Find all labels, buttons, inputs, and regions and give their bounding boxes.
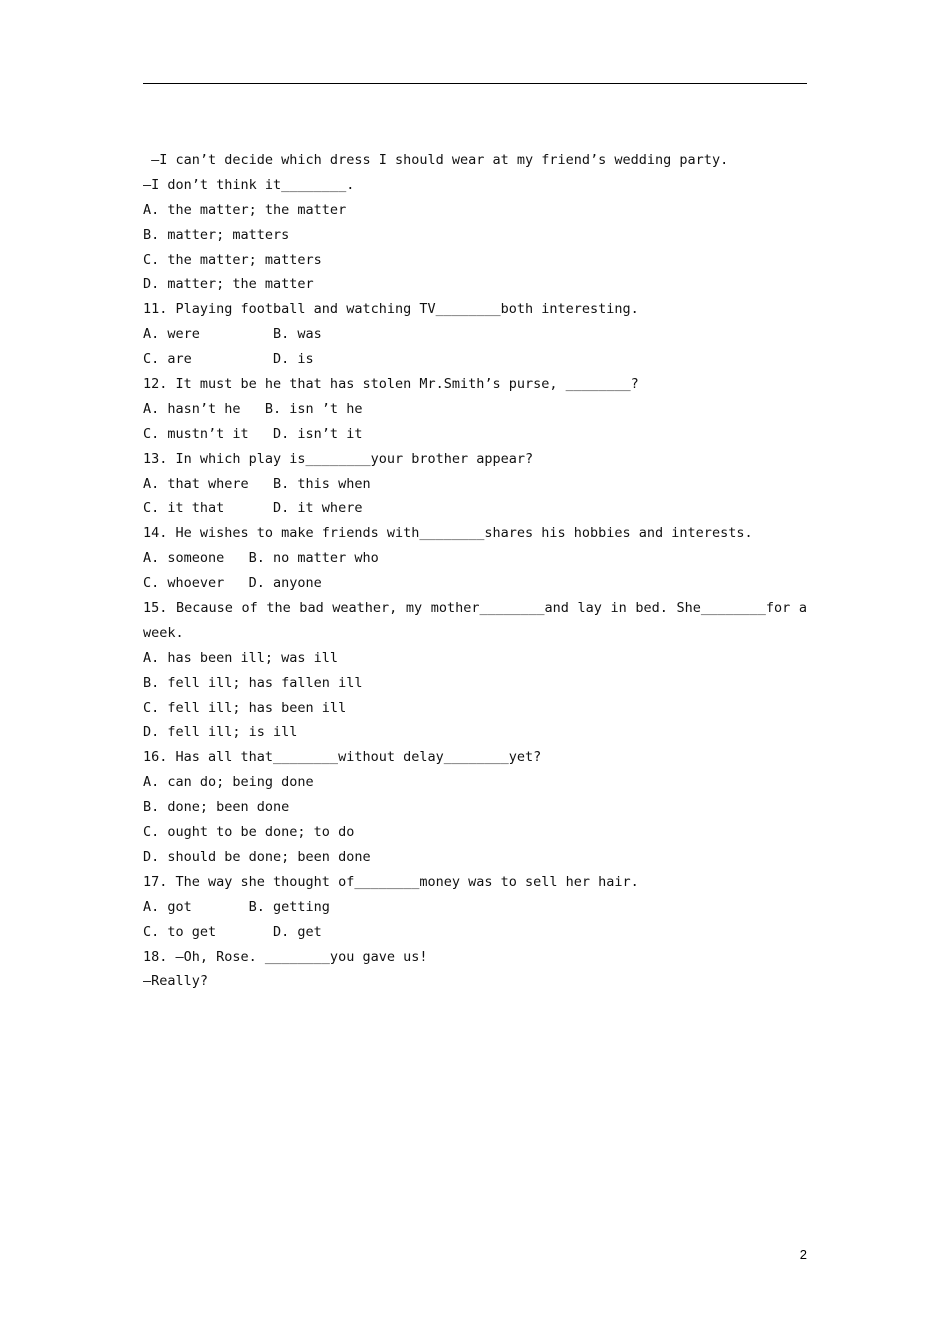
text-line: C. it that D. it where — [143, 500, 363, 517]
header-rule — [143, 83, 807, 84]
question-18: 18. —Oh, Rose. ________you gave us! — [143, 948, 428, 965]
text-line: A. has been ill; was ill — [143, 649, 339, 666]
text-line: C. mustn’t it D. isn’t it — [143, 425, 363, 442]
text-line: A. hasn’t he B. isn ’t he — [143, 400, 363, 417]
question-11: 11. Playing football and watching TV________both interesting. — [143, 301, 639, 318]
text-line: A. that where B. this when — [143, 475, 371, 492]
text-line: B. fell ill; has fallen ill — [143, 674, 363, 691]
text-line: A. someone B. no matter who — [143, 550, 379, 567]
text-line: C. are D. is — [143, 351, 314, 368]
text-line: A. the matter; the matter — [143, 201, 347, 218]
text-line: D. fell ill; is ill — [143, 724, 298, 741]
question-16: 16. Has all that________without delay________yet? — [143, 749, 542, 766]
page-number: 2 — [799, 1247, 807, 1262]
question-15: 15. Because of the bad weather, my mother________and lay in bed. She________for a — [143, 600, 807, 617]
text-line: C. to get D. get — [143, 923, 322, 940]
question-12: 12. It must be he that has stolen Mr.Smith’s purse, ________? — [143, 376, 639, 393]
text-line: D. should be done; been done — [143, 848, 371, 865]
text-line: —I can’t decide which dress I should wear at my friend’s wedding party. — [143, 152, 729, 168]
text-line: D. matter; the matter — [143, 276, 314, 293]
text-line: week. — [143, 624, 184, 641]
text-line: A. can do; being done — [143, 774, 314, 791]
question-13: 13. In which play is________your brother appear? — [143, 450, 534, 467]
text-line: A. got B. getting — [143, 898, 330, 915]
exercise-text — [143, 148, 807, 994]
text-line: C. whoever D. anyone — [143, 575, 322, 592]
text-line: A. were B. was — [143, 326, 322, 343]
question-14: 14. He wishes to make friends with________shares his hobbies and interests. — [143, 525, 753, 542]
text-line: C. fell ill; has been ill — [143, 699, 347, 716]
question-17: 17. The way she thought of________money was to sell her hair. — [143, 873, 639, 890]
text-line: C. the matter; matters — [143, 251, 322, 268]
text-line: —I don’t think it________. — [143, 176, 355, 193]
text-line: C. ought to be done; to do — [143, 824, 355, 841]
text-line: B. done; been done — [143, 799, 290, 816]
text-line: —Really? — [143, 973, 209, 990]
text-line: B. matter; matters — [143, 226, 290, 243]
